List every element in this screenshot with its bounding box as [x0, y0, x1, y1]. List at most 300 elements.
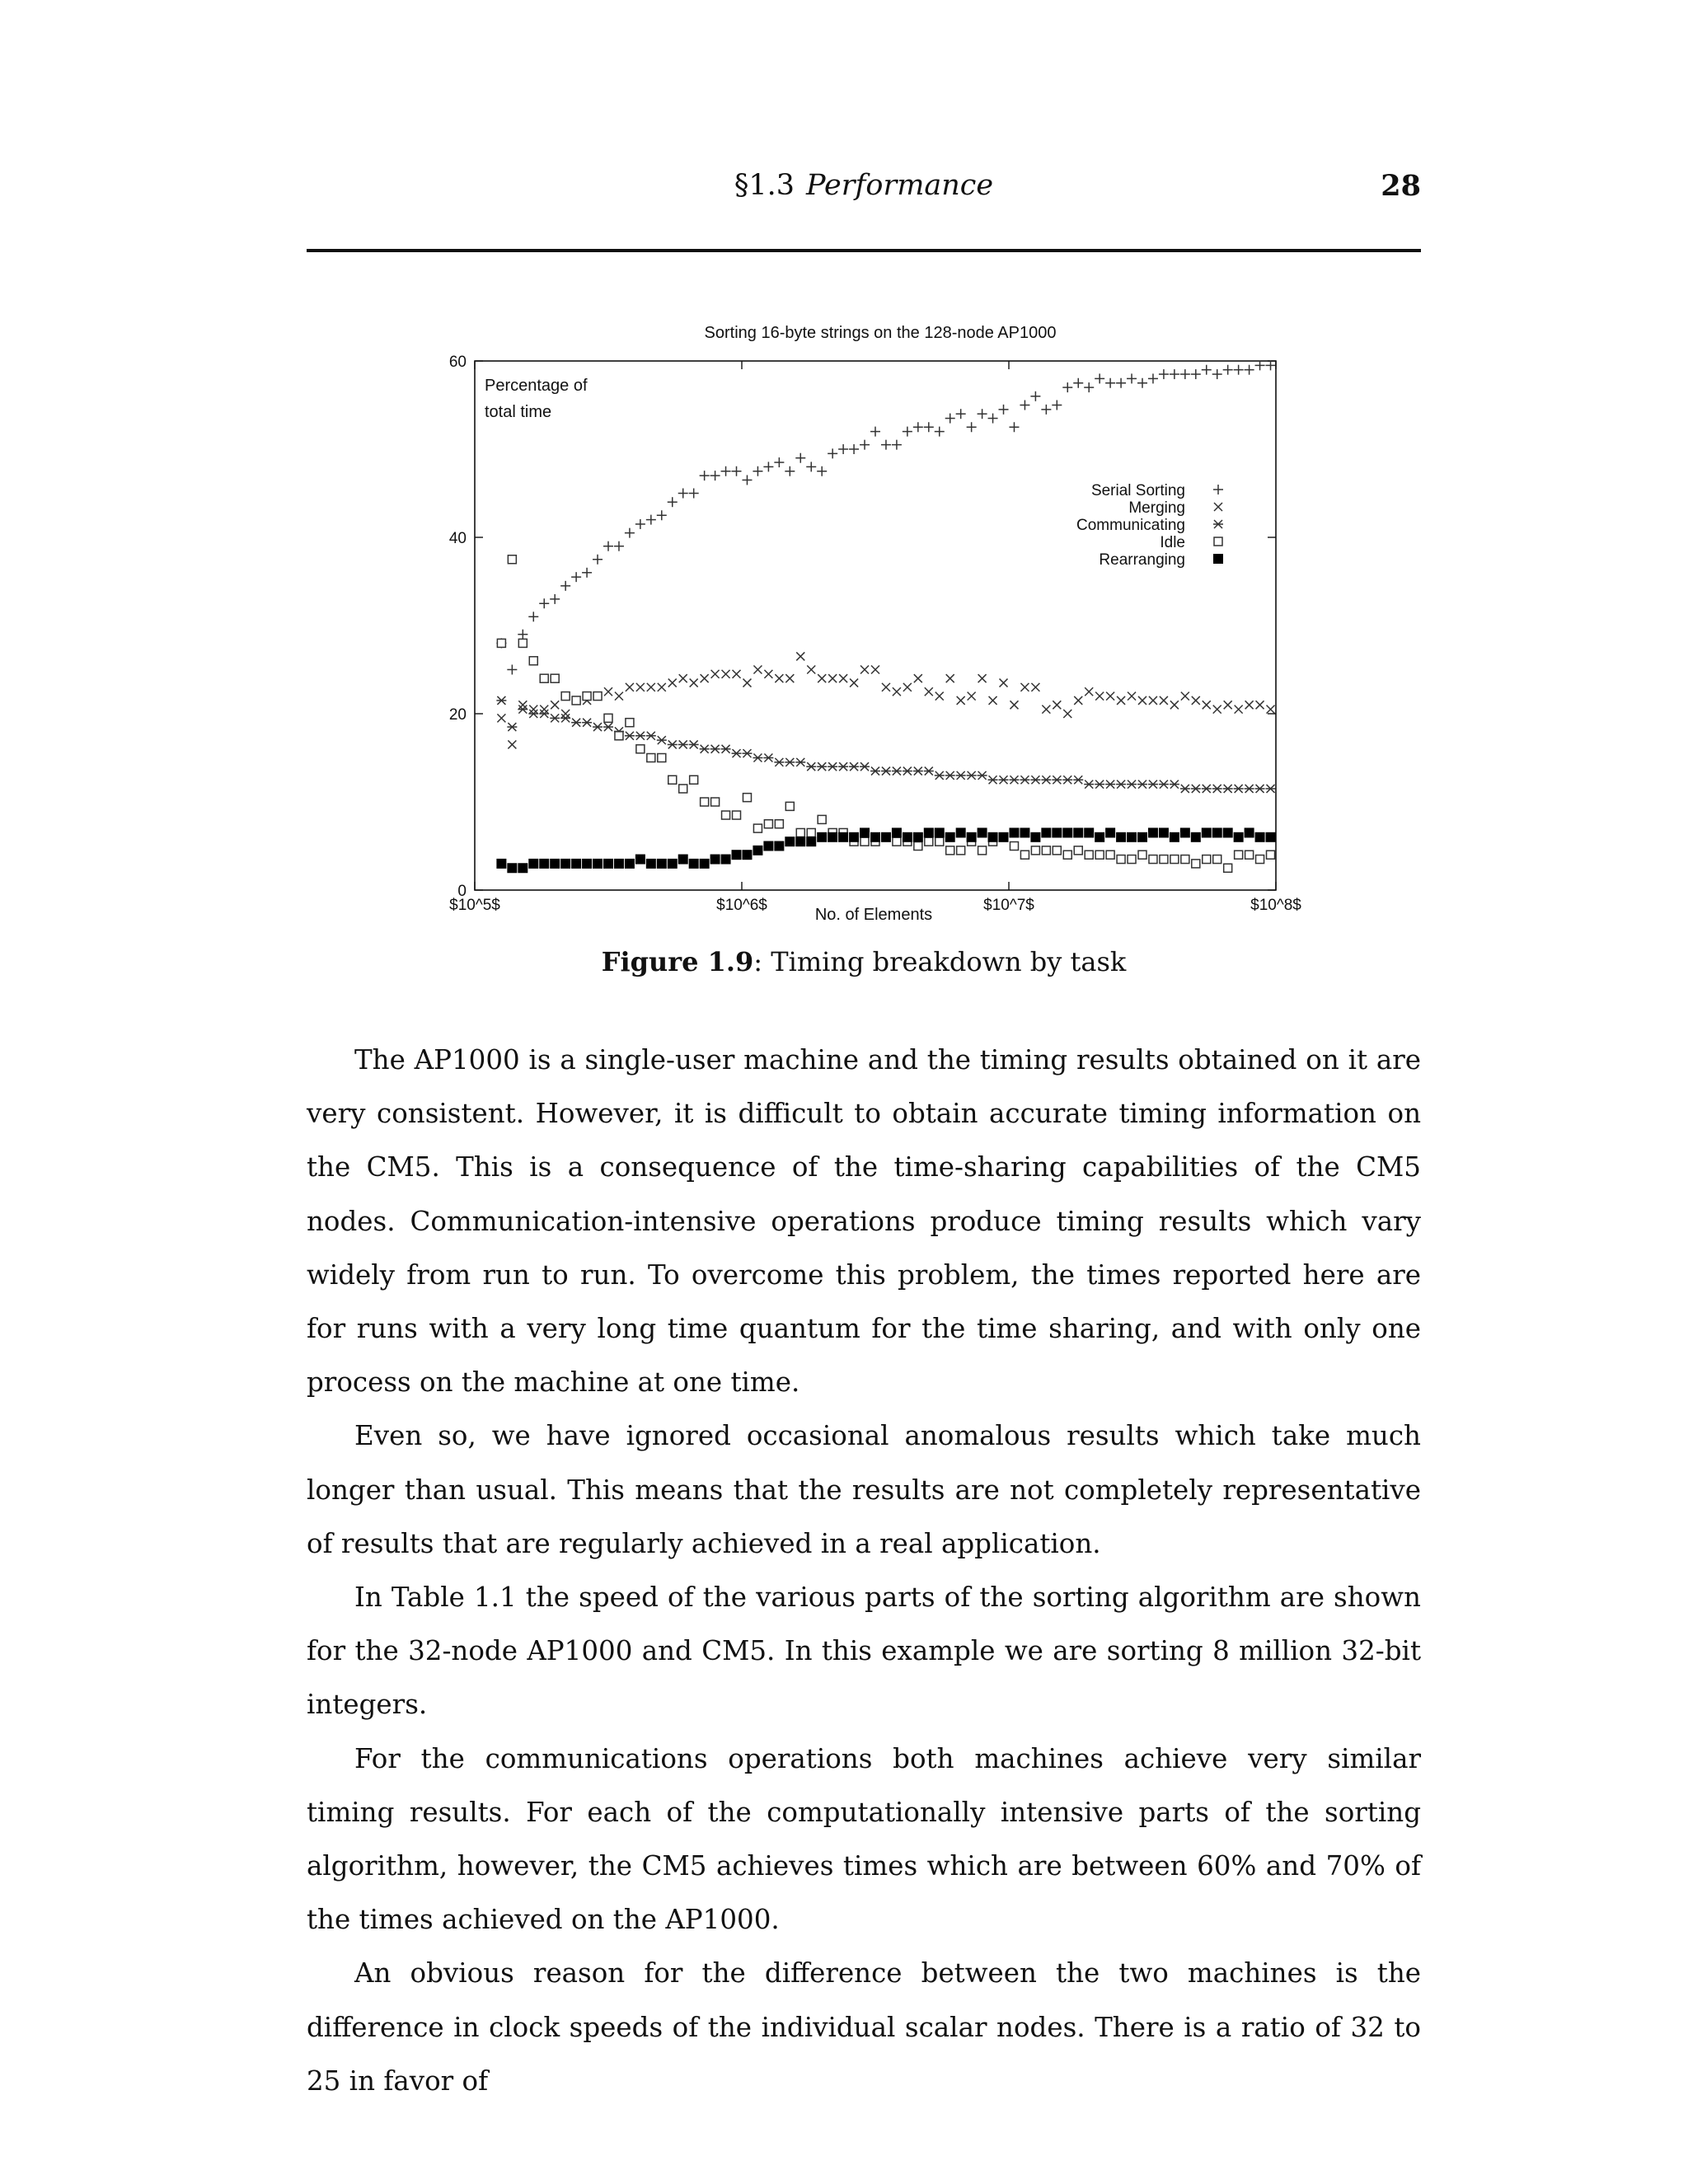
point-serial-sorting	[518, 630, 528, 640]
point-communicating	[1052, 776, 1062, 784]
point-serial-sorting	[924, 422, 934, 432]
point-rearranging	[1052, 827, 1062, 837]
point-idle	[551, 674, 559, 682]
point-serial-sorting	[988, 414, 998, 424]
point-merging	[1138, 696, 1146, 705]
point-merging	[551, 701, 559, 709]
point-serial-sorting	[721, 466, 731, 476]
point-idle	[615, 732, 623, 740]
point-merging	[978, 674, 987, 682]
point-serial-sorting	[892, 440, 902, 450]
point-idle	[690, 776, 698, 784]
point-rearranging	[1255, 832, 1265, 842]
point-serial-sorting	[870, 427, 880, 437]
point-idle	[1010, 842, 1018, 851]
point-merging	[1160, 696, 1168, 705]
point-rearranging	[1041, 827, 1051, 837]
point-idle	[668, 776, 677, 784]
point-communicating	[710, 745, 720, 753]
point-merging	[1031, 683, 1039, 691]
point-rearranging	[1073, 827, 1083, 837]
paragraph: In Table 1.1 the speed of the various parts of the sorting algorithm are shown for the 32-node AP1000 and CM5. In this example we are sorting 8 million 32-bit integers.	[307, 1582, 1421, 1721]
point-communicating	[721, 745, 731, 753]
point-rearranging	[924, 827, 934, 837]
point-merging	[882, 683, 890, 691]
point-merging	[561, 710, 570, 718]
point-merging	[764, 670, 772, 678]
point-serial-sorting	[860, 440, 870, 450]
point-rearranging	[1030, 832, 1040, 842]
point-merging	[529, 705, 537, 714]
point-communicating	[1202, 785, 1212, 793]
point-rearranging	[582, 859, 592, 869]
point-merging	[508, 740, 516, 748]
point-idle	[796, 828, 804, 837]
point-idle	[818, 815, 826, 823]
point-communicating	[507, 723, 517, 731]
point-merging	[903, 683, 912, 691]
point-communicating	[539, 710, 549, 718]
point-communicating	[774, 758, 784, 766]
point-merging	[893, 687, 901, 696]
point-serial-sorting	[582, 568, 592, 578]
point-serial-sorting	[668, 497, 678, 507]
point-idle	[1149, 855, 1157, 864]
point-idle	[1085, 851, 1093, 859]
point-idle	[711, 798, 720, 806]
point-serial-sorting	[710, 471, 720, 480]
point-communicating	[1105, 780, 1115, 789]
point-rearranging	[1234, 832, 1244, 842]
point-serial-sorting	[903, 427, 912, 437]
point-merging	[828, 674, 837, 682]
x-axis-label: No. of Elements	[814, 906, 933, 924]
point-merging	[679, 674, 687, 682]
point-communicating	[903, 767, 912, 776]
point-communicating	[678, 740, 688, 748]
point-idle	[518, 639, 527, 647]
point-serial-sorting	[1159, 369, 1169, 379]
point-serial-sorting	[1073, 378, 1083, 388]
y-tick-label: 60	[448, 354, 467, 371]
point-idle	[1245, 851, 1254, 859]
caption-separator: :	[753, 946, 763, 977]
point-communicating	[881, 767, 891, 776]
legend-label-rearranging: Rearranging	[1099, 551, 1185, 569]
legend-label-idle: Idle	[1160, 534, 1185, 551]
point-serial-sorting	[1062, 382, 1072, 392]
point-serial-sorting	[657, 510, 667, 520]
point-merging	[957, 696, 965, 705]
legend-marker-rearranging	[1213, 554, 1223, 564]
point-merging	[636, 683, 645, 691]
point-idle	[1128, 855, 1136, 864]
point-serial-sorting	[1266, 360, 1276, 370]
x-tick-label: $10^6$	[716, 897, 767, 914]
point-idle	[1213, 855, 1221, 864]
point-rearranging	[870, 832, 880, 842]
point-merging	[1224, 701, 1232, 709]
point-serial-sorting	[550, 594, 560, 604]
section-heading	[307, 169, 1421, 202]
point-merging	[1149, 696, 1157, 705]
point-serial-sorting	[956, 409, 966, 419]
point-idle	[785, 802, 794, 810]
point-merging	[615, 692, 623, 701]
point-merging	[701, 674, 709, 682]
point-rearranging	[1020, 827, 1029, 837]
point-serial-sorting	[753, 466, 762, 476]
point-merging	[1106, 692, 1114, 701]
point-merging	[658, 683, 666, 691]
point-rearranging	[625, 859, 635, 869]
point-rearranging	[689, 859, 699, 869]
point-serial-sorting	[614, 541, 624, 551]
point-idle	[1170, 855, 1179, 864]
point-merging	[1256, 701, 1264, 709]
point-communicating	[1170, 780, 1179, 789]
point-communicating	[550, 714, 560, 722]
point-merging	[850, 679, 858, 687]
point-serial-sorting	[528, 612, 538, 621]
point-rearranging	[967, 832, 977, 842]
point-idle	[1138, 851, 1146, 859]
point-merging	[668, 679, 677, 687]
point-communicating	[1255, 785, 1265, 793]
point-idle	[540, 674, 548, 682]
point-communicating	[625, 732, 635, 740]
scatter-chart	[429, 313, 1319, 940]
point-serial-sorting	[1191, 369, 1201, 379]
point-idle	[508, 555, 516, 564]
point-communicating	[1030, 776, 1040, 784]
point-merging	[1063, 710, 1071, 718]
point-idle	[1117, 855, 1125, 864]
series-rearranging	[496, 827, 1275, 873]
point-rearranging	[1223, 827, 1233, 837]
plot-frame	[475, 361, 1276, 890]
point-idle	[893, 837, 901, 846]
y-tick-label: 0	[457, 883, 467, 900]
point-communicating	[753, 754, 762, 762]
point-communicating	[1234, 785, 1244, 793]
point-serial-sorting	[1105, 378, 1115, 388]
point-serial-sorting	[625, 528, 635, 538]
point-merging	[775, 674, 783, 682]
legend-label-communicating: Communicating	[1076, 517, 1185, 534]
point-merging	[1095, 692, 1104, 701]
point-communicating	[795, 758, 805, 766]
series-communicating	[496, 696, 1275, 793]
point-communicating	[582, 719, 592, 727]
point-merging	[743, 679, 751, 687]
point-rearranging	[603, 859, 613, 869]
point-communicating	[935, 771, 945, 780]
point-communicating	[668, 740, 678, 748]
point-merging	[722, 670, 730, 678]
point-rearranging	[1212, 827, 1222, 837]
point-communicating	[593, 723, 603, 731]
point-serial-sorting	[1009, 422, 1019, 432]
point-communicating	[913, 767, 923, 776]
point-idle	[1267, 851, 1275, 859]
point-rearranging	[710, 855, 720, 865]
point-communicating	[892, 767, 902, 776]
point-rearranging	[935, 827, 945, 837]
point-merging	[839, 674, 847, 682]
point-rearranging	[1095, 832, 1104, 842]
point-rearranging	[849, 832, 859, 842]
point-communicating	[603, 723, 613, 731]
point-idle	[529, 657, 537, 665]
point-rearranging	[785, 837, 795, 846]
point-serial-sorting	[978, 409, 987, 419]
point-idle	[722, 811, 730, 819]
point-rearranging	[657, 859, 667, 869]
point-rearranging	[1191, 832, 1201, 842]
section-title: Performance	[806, 169, 994, 202]
point-idle	[1106, 851, 1114, 859]
point-idle	[1256, 855, 1264, 864]
point-idle	[572, 696, 580, 705]
point-idle	[957, 846, 965, 855]
point-merging	[1267, 705, 1275, 714]
point-rearranging	[1148, 827, 1158, 837]
point-serial-sorting	[817, 466, 827, 476]
point-rearranging	[881, 832, 891, 842]
point-rearranging	[828, 832, 837, 842]
point-serial-sorting	[689, 489, 699, 499]
point-idle	[935, 837, 944, 846]
point-communicating	[1159, 780, 1169, 789]
point-rearranging	[1105, 827, 1115, 837]
point-communicating	[999, 776, 1009, 784]
point-rearranging	[1084, 827, 1094, 837]
point-merging	[1000, 679, 1008, 687]
point-communicating	[1137, 780, 1147, 789]
point-rearranging	[956, 827, 966, 837]
point-serial-sorting	[603, 541, 613, 551]
point-idle	[658, 754, 666, 762]
point-serial-sorting	[700, 471, 710, 480]
point-communicating	[967, 771, 977, 780]
point-serial-sorting	[1052, 401, 1062, 410]
point-merging	[1085, 687, 1093, 696]
point-rearranging	[1159, 827, 1169, 837]
point-merging	[540, 705, 548, 714]
point-idle	[733, 811, 741, 819]
point-rearranging	[1116, 832, 1126, 842]
point-rearranging	[721, 855, 731, 865]
point-communicating	[1041, 776, 1051, 784]
point-communicating	[742, 749, 752, 757]
point-merging	[647, 683, 655, 691]
point-merging	[1203, 701, 1211, 709]
point-serial-sorting	[828, 448, 837, 458]
point-serial-sorting	[1223, 365, 1233, 375]
paragraph: Even so, we have ignored occasional anomalous results which take much longer than usual. This means that the results are not completely representative of results that are regularly achieved in a real application.	[307, 1420, 1421, 1559]
x-tick-label: $10^7$	[983, 897, 1034, 914]
point-serial-sorting	[560, 581, 570, 591]
point-merging	[518, 701, 527, 709]
point-merging	[925, 687, 933, 696]
point-merging	[1192, 696, 1200, 705]
point-communicating	[635, 732, 645, 740]
figure-chart	[429, 313, 1319, 940]
point-communicating	[828, 762, 837, 771]
point-communicating	[1062, 776, 1072, 784]
point-communicating	[956, 771, 966, 780]
y-axis-label-line2: total time	[485, 403, 552, 421]
point-rearranging	[742, 850, 752, 860]
point-merging	[1117, 696, 1125, 705]
point-serial-sorting	[1084, 382, 1094, 392]
point-rearranging	[571, 859, 581, 869]
point-rearranging	[593, 859, 603, 869]
point-idle	[1192, 860, 1200, 868]
point-communicating	[1180, 785, 1190, 793]
point-rearranging	[892, 827, 902, 837]
point-idle	[1031, 846, 1039, 855]
point-idle	[764, 820, 772, 828]
point-rearranging	[518, 863, 528, 873]
point-rearranging	[528, 859, 538, 869]
point-serial-sorting	[913, 422, 923, 432]
point-communicating	[646, 732, 656, 740]
legend-marker-merging	[1214, 503, 1222, 511]
point-communicating	[1212, 785, 1222, 793]
point-serial-sorting	[849, 444, 859, 454]
point-communicating	[1116, 780, 1126, 789]
point-serial-sorting	[646, 515, 656, 525]
point-idle	[743, 794, 751, 802]
figure-label: Figure 1.9	[601, 946, 754, 977]
point-rearranging	[635, 855, 645, 865]
point-merging	[796, 652, 804, 660]
point-serial-sorting	[795, 453, 805, 463]
point-communicating	[1009, 776, 1019, 784]
point-idle	[497, 639, 505, 647]
point-rearranging	[817, 832, 827, 842]
point-communicating	[1245, 785, 1254, 793]
point-rearranging	[913, 832, 923, 842]
point-rearranging	[795, 837, 805, 846]
point-serial-sorting	[678, 489, 688, 499]
point-rearranging	[614, 859, 624, 869]
point-serial-sorting	[1041, 405, 1051, 415]
legend-marker-communicating	[1213, 520, 1223, 528]
x-tick-label: $10^5$	[449, 897, 500, 914]
point-communicating	[689, 740, 699, 748]
figure-caption	[307, 946, 1421, 977]
point-serial-sorting	[1245, 365, 1254, 375]
point-rearranging	[1062, 827, 1072, 837]
point-idle	[561, 692, 570, 701]
point-idle	[807, 828, 815, 837]
point-rearranging	[1245, 827, 1254, 837]
point-merging	[860, 666, 869, 674]
point-rearranging	[753, 846, 762, 855]
series-merging	[497, 652, 1274, 748]
point-idle	[946, 846, 954, 855]
point-serial-sorting	[1127, 373, 1137, 383]
point-communicating	[560, 714, 570, 722]
point-rearranging	[838, 832, 848, 842]
page-number: 28	[1381, 169, 1421, 203]
point-communicating	[785, 758, 795, 766]
paragraph: The AP1000 is a single-user machine and the timing results obtained on it are very consistent. However, it is difficult to obtain accurate timing information on the CM5. This is a consequence of the time-sharing capabilities of the CM5 nodes. Communication-intensive operations produce timing results which vary widely from run to run. To overcome this problem, the times reported here are for runs with a very long time quantum for the time sharing, and with only one process on the machine at one time.	[307, 1044, 1421, 1399]
point-communicating	[700, 745, 710, 753]
point-merging	[871, 666, 879, 674]
point-communicating	[849, 762, 859, 771]
header-rule	[307, 249, 1421, 252]
point-communicating	[657, 736, 667, 744]
y-axis-label-line1: Percentage of	[485, 377, 588, 395]
point-serial-sorting	[1170, 369, 1179, 379]
body-text	[307, 1033, 1421, 2108]
point-idle	[626, 719, 634, 727]
point-merging	[968, 692, 976, 701]
point-merging	[604, 687, 612, 696]
point-serial-sorting	[732, 466, 742, 476]
point-communicating	[870, 767, 880, 776]
point-idle	[1224, 864, 1232, 872]
point-serial-sorting	[806, 462, 816, 471]
point-rearranging	[806, 837, 816, 846]
point-communicating	[1127, 780, 1137, 789]
point-serial-sorting	[1137, 378, 1147, 388]
point-rearranging	[860, 827, 870, 837]
point-communicating	[496, 696, 506, 705]
point-idle	[1181, 855, 1189, 864]
point-communicating	[732, 749, 742, 757]
point-serial-sorting	[935, 427, 945, 437]
point-idle	[1235, 851, 1243, 859]
point-idle	[679, 785, 687, 793]
point-idle	[1203, 855, 1211, 864]
point-serial-sorting	[1212, 369, 1222, 379]
point-rearranging	[1009, 827, 1019, 837]
point-idle	[1053, 846, 1061, 855]
point-idle	[604, 714, 612, 722]
point-serial-sorting	[507, 665, 517, 675]
point-merging	[753, 666, 762, 674]
paragraph: For the communications operations both machines achieve very similar timing results. For each of the computationally intensive parts of the sorting algorithm, however, the CM5 achieves times which are between 60% and 70% of the times achieved on the AP1000.	[307, 1742, 1421, 1936]
point-serial-sorting	[1148, 373, 1158, 383]
paragraph: An obvious reason for the difference between the two machines is the difference in clock speeds of the individual scalar nodes. There is a ratio of 32 to 25 in favor of	[307, 1957, 1421, 2097]
point-communicating	[1020, 776, 1029, 784]
point-rearranging	[646, 859, 656, 869]
point-communicating	[1073, 776, 1083, 784]
point-rearranging	[732, 850, 742, 860]
point-serial-sorting	[967, 422, 977, 432]
point-merging	[807, 666, 815, 674]
point-merging	[1010, 701, 1018, 709]
point-communicating	[838, 762, 848, 771]
point-serial-sorting	[1116, 378, 1126, 388]
point-merging	[1235, 705, 1243, 714]
point-merging	[989, 696, 997, 705]
point-merging	[1213, 705, 1221, 714]
point-rearranging	[550, 859, 560, 869]
point-merging	[946, 674, 954, 682]
y-tick-label: 20	[448, 706, 467, 724]
legend-label-merging: Merging	[1128, 499, 1185, 517]
point-merging	[935, 692, 944, 701]
point-communicating	[1223, 785, 1233, 793]
point-idle	[647, 754, 655, 762]
legend-label-serial-sorting: Serial Sorting	[1090, 482, 1185, 499]
